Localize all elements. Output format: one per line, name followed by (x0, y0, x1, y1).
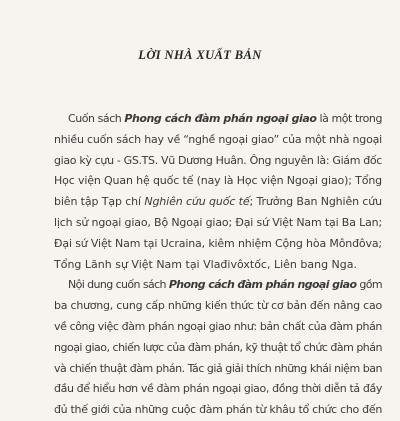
text-span: Tổng Lãnh sự Việt Nam tại Vlađivôxtốc, Liên bang Nga. (54, 257, 358, 271)
text-line (54, 192, 382, 213)
book-title-emphasis: Phong cách đàm phán ngoại giao (168, 278, 357, 292)
text-line (54, 359, 382, 380)
text-span: Đại sứ Việt Nam tại Ucraina, kiêm nhiệm Cộng hòa Mônđôva; (54, 236, 382, 250)
text-line (54, 213, 382, 234)
book-title-emphasis: Phong cách đàm phán ngoại giao (124, 112, 317, 125)
text-line (54, 171, 382, 192)
text-line (54, 296, 382, 317)
text-span: Học viện Quan hệ quốc tế (nay là Học viện Ngoại giao); Tổng (54, 174, 382, 188)
text-line (54, 400, 382, 421)
text-span: lịch sử ngoại giao, Bộ Ngoại giao; Đại sứ Việt Nam tại Ba Lan; (54, 215, 383, 229)
text-span: là một trong (316, 112, 382, 125)
page-title: LỜI NHÀ XUẤT BẢN (138, 48, 262, 62)
text-span: đủ thế giới của những cuộc đàm phán từ khâu tổ chức cho đến (54, 403, 382, 417)
text-span: ba chương, cung cấp những kiến thức từ cơ bản đến nâng cao (54, 299, 382, 313)
text-line (54, 151, 382, 172)
text-line (54, 275, 382, 296)
text-span: về công việc đàm phán ngoại giao như: bản chất của đàm phán (54, 319, 382, 333)
text-span: và chiến thuật đàm phán. Tác giả giải thích những khái niệm ban (54, 361, 382, 375)
text-line (54, 379, 382, 400)
body-text (54, 109, 382, 421)
text-span: ; Trưởng Ban Nghiên cứu (249, 195, 382, 209)
text-line (54, 338, 382, 359)
text-line (54, 109, 382, 130)
text-span: đầu để hiểu hơn về đàm phán ngoại giao, đồng thời diễn tả đầy (54, 382, 382, 396)
text-span: Cuốn sách (68, 112, 125, 125)
text-span: nhiều cuốn sách hay về “nghề ngoại giao” của một nhà ngoại (54, 132, 382, 146)
text-span: ngoại giao, chiến lược của đàm phán, kỹ thuật tổ chức đàm phán (54, 340, 382, 354)
text-span: giao kỳ cựu - GS.TS. Vũ Dương Huân. Ông nguyên là: Giám đốc (54, 153, 382, 167)
text-line (54, 317, 382, 338)
text-line (54, 255, 382, 276)
text-span: biên tập Tạp chí (54, 195, 145, 209)
text-line (54, 130, 382, 151)
journal-title-italic: Nghiên cứu quốc tế (144, 195, 250, 209)
text-span: Nội dung cuốn sách (68, 278, 169, 292)
text-line (54, 234, 382, 255)
text-span: gồm (356, 278, 382, 292)
